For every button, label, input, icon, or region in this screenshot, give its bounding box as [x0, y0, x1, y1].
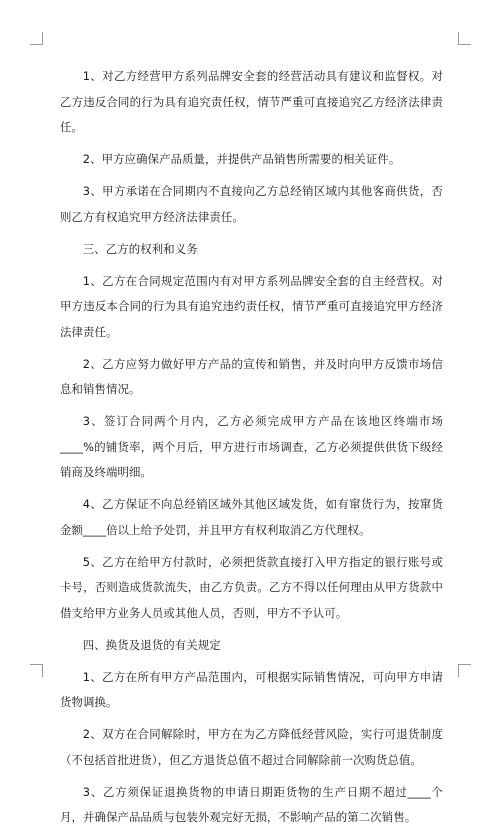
- paragraph-c1: 1、乙方在所有甲方产品范围内，可根据实际销售情况，可向甲方申请货物调换。: [60, 669, 443, 709]
- paragraph-a2: 2、甲方应确保产品质量，并提供产品销售所需要的相关证件。: [82, 152, 401, 166]
- paragraph-b3: 3、签订合同两个月内，乙方必须完成甲方产品在该地区终端市场____%的铺货率，两个月后，甲方进行市场调查，乙方必须提供供货下级经销商及终端明细。: [60, 414, 443, 479]
- document-body: [60, 64, 443, 837]
- crop-mark-bottom-left: [30, 664, 43, 677]
- paragraph-a1: 1、对乙方经营甲方系列品牌安全套的经营活动具有建议和监督权。对乙方违反合同的行为具有追究责任权，情节严重可直接追究乙方经济法律责任。: [60, 69, 443, 134]
- paragraph-b1: 1、乙方在合同规定范围内有对甲方系列品牌安全套的自主经营权。对甲方违反本合同的行为具有追究违约责任权，情节严重可直接追究甲方经济法律责任。: [60, 273, 443, 339]
- section-heading-4: 四、换货及退货的有关规定: [82, 637, 221, 652]
- crop-mark-bottom-right: [458, 664, 471, 677]
- paragraph-b2: 2、乙方应努力做好甲方产品的宣传和销售，并及时向甲方反馈市场信息和销售情况。: [60, 356, 443, 396]
- paragraph-c2: 2、双方在合同解除时，甲方在为乙方降低经营风险，实行可退货制度（不包括首批进货），但乙方退货总值不超过合同解除前一次购货总值。: [60, 727, 443, 767]
- paragraph-b5: 5、乙方在给甲方付款时，必须把货款直接打入甲方指定的银行账号或卡号，否则造成货款流失，由乙方负责。乙方不得以任何理由从甲方货款中借支给甲方业务人员或其他人员，否则，甲方不予认可。: [60, 554, 443, 620]
- paragraph-b4: 4、乙方保证不向总经销区域外其他区域发货，如有窜货行为，按窜货金额____倍以上给予处罚，并且甲方有权利取消乙方代理权。: [60, 497, 443, 537]
- section-heading-3: 三、乙方的权利和义务: [82, 241, 198, 256]
- crop-mark-top-left: [30, 32, 43, 45]
- crop-mark-top-right: [458, 32, 471, 45]
- paragraph-a3: 3、甲方承诺在合同期内不直接向乙方总经销区域内其他客商供货，否则乙方有权追究甲方经济法律责任。: [60, 184, 443, 224]
- paragraph-c3: 3、乙方须保证退换货物的申请日期距货物的生产日期不超过____个月，并确保产品品质与包装外观完好无损，不影响产品的第二次销售。: [60, 784, 443, 824]
